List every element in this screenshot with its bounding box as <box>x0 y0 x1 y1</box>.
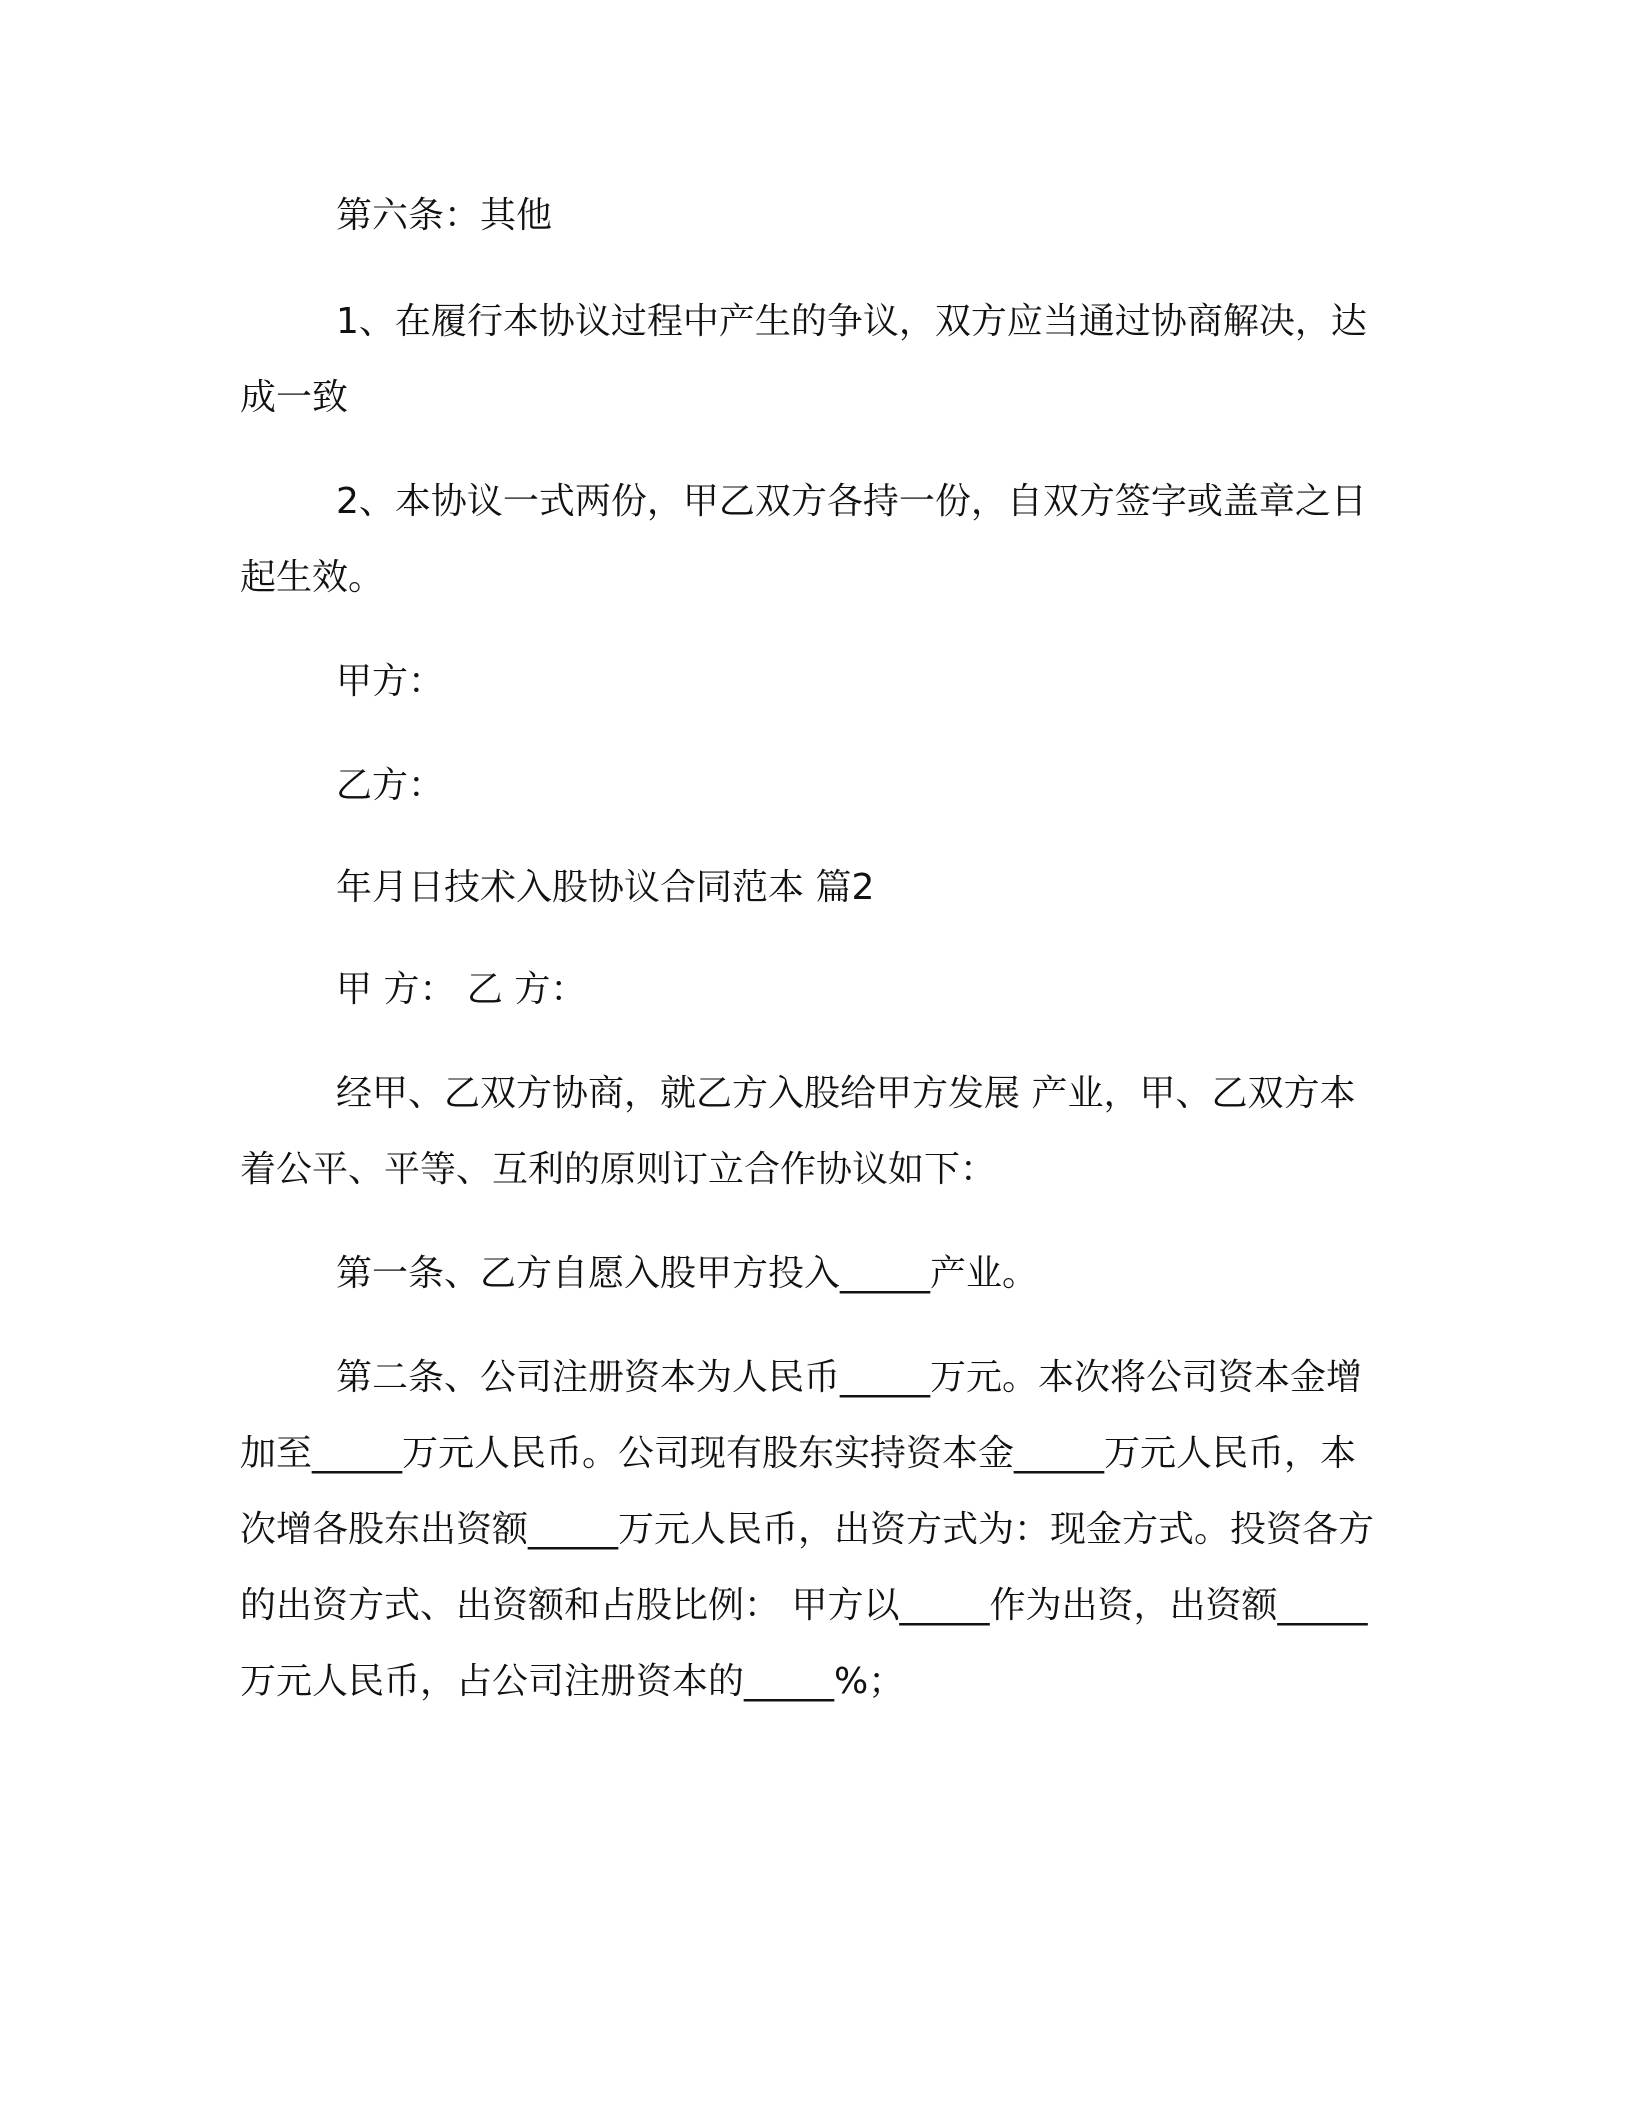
clause-1-dispute: 1、在履行本协议过程中产生的争议，双方应当通过协商解决，达成一致 <box>240 301 1367 418</box>
section-title: 年月日技术入股协议合同范本 篇2 <box>336 867 875 908</box>
party-b-signature-line: 乙方： <box>336 765 445 806</box>
article-two: 第二条、公司注册资本为人民币_____万元。本次将公司资本金增加至_____万元人民币。公司现有股东实持资本金_____万元人民币，本次增各股东出资额_____万元人民币，出资方式为：现金方式。投资各方的出资方式、出资额和占股比例： 甲方以_____作为出资，出资额_____万元人民币，占公司注册资本的_____%； <box>240 1357 1375 1702</box>
party-a-signature-line: 甲方： <box>336 661 445 702</box>
clause-2-copies: 2、本协议一式两份，甲乙双方各持一份，自双方签字或盖章之日起生效。 <box>240 481 1367 598</box>
preamble-paragraph: 经甲、乙双方协商，就乙方入股给甲方发展 产业，甲、乙双方本着公平、平等、互利的原则订立合作协议如下： <box>240 1073 1356 1190</box>
article-six-heading: 第六条：其他 <box>336 195 553 236</box>
article-one: 第一条、乙方自愿入股甲方投入_____产业。 <box>336 1253 1039 1294</box>
parties-line: 甲 方： 乙 方： <box>336 969 587 1010</box>
